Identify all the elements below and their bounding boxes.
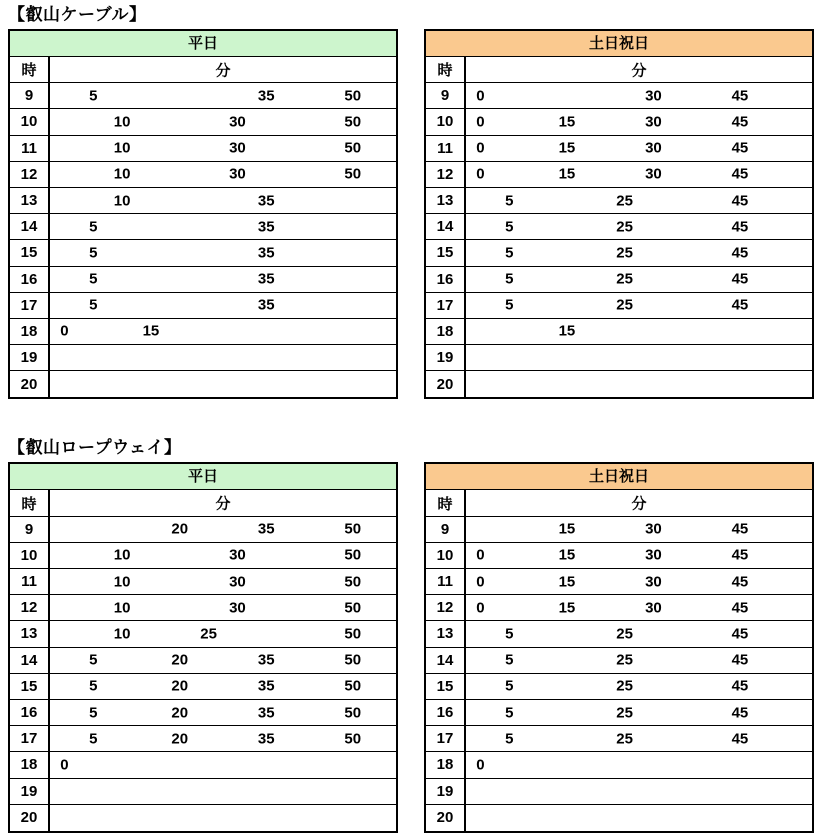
hour-row <box>10 214 396 240</box>
minutes-cell <box>466 621 812 646</box>
hour-row <box>426 700 812 726</box>
minute-value: 5 <box>89 651 98 669</box>
minute-column-header-label: 分 <box>215 495 231 513</box>
minute-value: 45 <box>731 625 749 643</box>
minute-value: 0 <box>476 573 485 591</box>
hour-row <box>426 595 812 621</box>
hour-cell: 17 <box>10 726 50 751</box>
minute-value: 15 <box>558 165 576 183</box>
minute-column-header-label: 分 <box>631 495 647 513</box>
hour-cell: 19 <box>426 345 466 370</box>
hour-row <box>10 319 396 345</box>
minute-value: 35 <box>257 677 275 695</box>
minute-value: 20 <box>171 651 189 669</box>
minutes-cell <box>50 267 396 292</box>
minute-value: 0 <box>476 139 485 157</box>
minutes-cell <box>466 517 812 542</box>
minute-value: 10 <box>113 165 131 183</box>
hour-cell: 9 <box>10 517 50 542</box>
minute-value: 25 <box>616 651 633 669</box>
hour-cell: 9 <box>426 517 466 542</box>
hour-row <box>426 214 812 240</box>
hour-row <box>426 109 812 135</box>
hour-cell: 16 <box>426 700 466 725</box>
minute-value: 15 <box>558 520 576 538</box>
minute-value: 5 <box>505 704 514 722</box>
minute-value: 35 <box>257 651 275 669</box>
minute-value: 25 <box>616 704 633 722</box>
minute-value: 15 <box>558 322 576 340</box>
minutes-cell <box>50 109 396 134</box>
section-title: 【叡山ロープウェイ】 <box>8 438 182 458</box>
column-header-row <box>10 57 396 83</box>
hour-row <box>426 674 812 700</box>
minute-value: 30 <box>645 546 662 564</box>
minute-value: 45 <box>731 192 749 210</box>
minutes-cell <box>466 371 812 397</box>
minute-value: 50 <box>344 704 362 722</box>
minute-value: 5 <box>89 244 98 262</box>
hour-cell: 18 <box>10 319 50 344</box>
minute-value: 45 <box>731 520 749 538</box>
minutes-cell <box>50 345 396 370</box>
minute-value: 35 <box>257 704 275 722</box>
hour-row <box>426 726 812 752</box>
minute-value: 45 <box>731 139 749 157</box>
minute-value: 50 <box>344 573 362 591</box>
hour-row <box>10 517 396 543</box>
minute-column-header <box>50 57 396 82</box>
hour-cell: 15 <box>10 674 50 699</box>
minute-value: 50 <box>344 139 362 157</box>
minutes-cell <box>466 136 812 161</box>
hour-cell: 11 <box>426 569 466 594</box>
hour-cell: 20 <box>10 371 50 397</box>
minute-value: 5 <box>505 296 514 314</box>
minutes-cell <box>50 371 396 397</box>
hour-row <box>10 700 396 726</box>
hour-cell: 11 <box>10 569 50 594</box>
hour-row <box>10 779 396 805</box>
column-header-row <box>426 57 812 83</box>
hour-row <box>10 345 396 371</box>
hour-row <box>10 648 396 674</box>
minutes-cell <box>466 674 812 699</box>
minute-value: 25 <box>616 625 633 643</box>
weekday-header: 平日 <box>10 31 396 57</box>
minute-value: 25 <box>200 625 217 643</box>
hour-cell: 19 <box>10 779 50 804</box>
minute-value: 45 <box>731 651 749 669</box>
hour-row <box>426 136 812 162</box>
hour-row <box>426 805 812 831</box>
hour-cell: 11 <box>426 136 466 161</box>
minutes-cell <box>50 752 396 777</box>
minute-value: 15 <box>558 113 576 131</box>
hour-cell: 13 <box>10 621 50 646</box>
minute-value: 50 <box>344 730 362 748</box>
minute-value: 45 <box>731 704 749 722</box>
minutes-cell <box>466 726 812 751</box>
minutes-cell <box>466 700 812 725</box>
minute-column-header-label: 分 <box>631 62 647 80</box>
hour-column-header: 時 <box>426 57 466 82</box>
minute-value: 0 <box>60 322 69 340</box>
hour-column-header: 時 <box>10 57 50 82</box>
minute-value: 50 <box>344 625 362 643</box>
minutes-cell <box>466 779 812 804</box>
minute-value: 30 <box>645 113 662 131</box>
hour-cell: 14 <box>10 648 50 673</box>
hour-cell: 15 <box>10 240 50 265</box>
minute-value: 15 <box>558 546 576 564</box>
minute-column-header-label: 分 <box>215 62 231 80</box>
minute-value: 50 <box>344 599 362 617</box>
hour-row <box>426 240 812 266</box>
minute-value: 35 <box>257 218 275 236</box>
minute-value: 25 <box>616 730 633 748</box>
minute-value: 0 <box>476 87 485 105</box>
hour-cell: 15 <box>426 240 466 265</box>
hour-cell: 16 <box>426 267 466 292</box>
minute-value: 20 <box>171 730 189 748</box>
weekend-header: 土日祝日 <box>426 464 812 490</box>
minute-value: 30 <box>229 165 246 183</box>
hour-row <box>426 188 812 214</box>
minute-value: 50 <box>344 113 362 131</box>
minute-value: 50 <box>344 87 362 105</box>
minute-value: 30 <box>229 139 246 157</box>
hour-row <box>10 805 396 831</box>
minutes-cell <box>466 214 812 239</box>
hour-cell: 12 <box>426 595 466 620</box>
minutes-cell <box>466 240 812 265</box>
hour-cell: 15 <box>426 674 466 699</box>
minute-value: 20 <box>171 704 189 722</box>
minute-value: 30 <box>229 546 246 564</box>
minute-value: 25 <box>616 677 633 695</box>
hour-cell: 16 <box>10 700 50 725</box>
hour-cell: 18 <box>426 319 466 344</box>
hour-cell: 14 <box>426 648 466 673</box>
minutes-cell <box>50 569 396 594</box>
hour-column-header: 時 <box>10 490 50 515</box>
minute-value: 10 <box>113 573 131 591</box>
minute-value: 0 <box>60 756 69 774</box>
minute-value: 25 <box>616 218 633 236</box>
minute-value: 20 <box>171 520 189 538</box>
minute-value: 20 <box>171 677 189 695</box>
minutes-cell <box>50 162 396 187</box>
minute-value: 15 <box>558 599 576 617</box>
minute-value: 0 <box>476 165 485 183</box>
hour-cell: 17 <box>10 293 50 318</box>
hour-cell: 10 <box>10 543 50 568</box>
hour-cell: 13 <box>426 188 466 213</box>
hour-row <box>426 293 812 319</box>
hour-row <box>426 779 812 805</box>
minute-value: 30 <box>645 573 662 591</box>
hour-row <box>426 648 812 674</box>
hour-row <box>10 621 396 647</box>
minute-value: 5 <box>89 270 98 288</box>
hour-cell: 19 <box>10 345 50 370</box>
minute-value: 5 <box>89 296 98 314</box>
minute-value: 0 <box>476 113 485 131</box>
minute-value: 5 <box>505 244 514 262</box>
minute-value: 50 <box>344 165 362 183</box>
hour-cell: 20 <box>10 805 50 831</box>
minute-value: 45 <box>731 244 749 262</box>
minute-value: 5 <box>89 218 98 236</box>
minutes-cell <box>50 293 396 318</box>
minute-value: 50 <box>344 677 362 695</box>
minute-value: 5 <box>89 730 98 748</box>
hour-cell: 9 <box>426 83 466 108</box>
hour-cell: 12 <box>426 162 466 187</box>
minutes-cell <box>50 595 396 620</box>
minute-column-header <box>466 490 812 515</box>
hour-row <box>10 752 396 778</box>
minutes-cell <box>50 83 396 108</box>
minute-value: 25 <box>616 192 633 210</box>
weekday-header: 平日 <box>10 464 396 490</box>
minute-value: 45 <box>731 573 749 591</box>
minutes-cell <box>50 188 396 213</box>
minutes-cell <box>50 240 396 265</box>
minute-value: 50 <box>344 546 362 564</box>
hour-row <box>10 109 396 135</box>
minutes-cell <box>50 136 396 161</box>
hour-row <box>10 293 396 319</box>
hour-cell: 20 <box>426 371 466 397</box>
hour-row <box>426 569 812 595</box>
hour-cell: 13 <box>426 621 466 646</box>
hour-row <box>426 621 812 647</box>
hour-row <box>10 569 396 595</box>
minute-value: 45 <box>731 546 749 564</box>
minute-value: 10 <box>113 599 131 617</box>
hour-cell: 13 <box>10 188 50 213</box>
hour-cell: 14 <box>426 214 466 239</box>
minute-value: 35 <box>257 270 275 288</box>
hour-cell: 18 <box>426 752 466 777</box>
hour-row <box>10 595 396 621</box>
minute-value: 45 <box>731 677 749 695</box>
timetable-section <box>0 4 824 399</box>
minute-value: 5 <box>505 192 514 210</box>
hour-row <box>10 162 396 188</box>
minutes-cell <box>466 648 812 673</box>
minutes-cell <box>466 162 812 187</box>
hour-cell: 19 <box>426 779 466 804</box>
weekend-header: 土日祝日 <box>426 31 812 57</box>
minute-value: 50 <box>344 520 362 538</box>
tables-row <box>0 462 824 832</box>
hour-cell: 20 <box>426 805 466 831</box>
hour-cell: 14 <box>10 214 50 239</box>
minute-value: 0 <box>476 599 485 617</box>
minute-column-header <box>466 57 812 82</box>
hour-cell: 10 <box>426 109 466 134</box>
tables-row <box>0 29 824 399</box>
hour-row <box>10 83 396 109</box>
minute-value: 30 <box>229 573 246 591</box>
section-title: 【叡山ケーブル】 <box>8 5 147 24</box>
minute-value: 45 <box>731 165 749 183</box>
minutes-cell <box>466 319 812 344</box>
minute-value: 25 <box>616 296 633 314</box>
minute-value: 15 <box>558 139 576 157</box>
hour-row <box>10 240 396 266</box>
hour-cell: 18 <box>10 752 50 777</box>
minutes-cell <box>466 805 812 831</box>
minutes-cell <box>50 621 396 646</box>
minute-value: 35 <box>257 87 275 105</box>
hour-cell: 10 <box>426 543 466 568</box>
hour-row <box>10 674 396 700</box>
hour-row <box>10 371 396 397</box>
minute-value: 35 <box>257 192 275 210</box>
minute-value: 25 <box>616 244 633 262</box>
minute-value: 35 <box>257 296 275 314</box>
minutes-cell <box>466 752 812 777</box>
minute-value: 30 <box>645 165 662 183</box>
minute-value: 30 <box>229 599 246 617</box>
timetable-weekday <box>8 462 398 832</box>
hour-cell: 12 <box>10 595 50 620</box>
minute-value: 25 <box>616 270 633 288</box>
minute-value: 50 <box>344 651 362 669</box>
hour-row <box>426 83 812 109</box>
hour-row <box>426 345 812 371</box>
hour-cell: 12 <box>10 162 50 187</box>
hour-cell: 9 <box>10 83 50 108</box>
hour-row <box>426 319 812 345</box>
minutes-cell <box>466 293 812 318</box>
minute-value: 45 <box>731 270 749 288</box>
minute-value: 30 <box>645 599 662 617</box>
minutes-cell <box>466 267 812 292</box>
minute-value: 30 <box>229 113 246 131</box>
hour-cell: 11 <box>10 136 50 161</box>
minute-value: 10 <box>113 546 131 564</box>
hour-row <box>10 267 396 293</box>
minute-value: 35 <box>257 520 275 538</box>
hour-row <box>10 726 396 752</box>
minutes-cell <box>466 543 812 568</box>
minute-value: 45 <box>731 113 749 131</box>
minute-value: 0 <box>476 546 485 564</box>
minutes-cell <box>466 569 812 594</box>
minutes-cell <box>50 517 396 542</box>
minute-value: 5 <box>505 651 514 669</box>
minutes-cell <box>50 700 396 725</box>
hour-row <box>426 752 812 778</box>
minute-value: 5 <box>505 677 514 695</box>
minute-value: 5 <box>89 87 98 105</box>
hour-cell: 17 <box>426 726 466 751</box>
hour-row <box>426 371 812 397</box>
minute-value: 30 <box>645 87 662 105</box>
minutes-cell <box>466 188 812 213</box>
minutes-cell <box>466 83 812 108</box>
minutes-cell <box>50 726 396 751</box>
minutes-cell <box>466 109 812 134</box>
minute-value: 30 <box>645 139 662 157</box>
minutes-cell <box>50 543 396 568</box>
minute-value: 10 <box>113 192 131 210</box>
column-header-row <box>10 490 396 516</box>
minutes-cell <box>466 345 812 370</box>
minute-value: 15 <box>142 322 160 340</box>
minute-value: 10 <box>113 113 131 131</box>
minute-value: 45 <box>731 87 749 105</box>
minute-value: 35 <box>257 244 275 262</box>
minute-value: 5 <box>89 704 98 722</box>
timetable-weekend <box>424 462 814 832</box>
minute-value: 5 <box>505 270 514 288</box>
minute-value: 45 <box>731 730 749 748</box>
minute-value: 10 <box>113 139 131 157</box>
minute-value: 45 <box>731 599 749 617</box>
hour-cell: 16 <box>10 267 50 292</box>
minute-value: 5 <box>89 677 98 695</box>
minute-column-header <box>50 490 396 515</box>
hour-row <box>426 543 812 569</box>
minute-value: 5 <box>505 625 514 643</box>
timetable-weekday <box>8 29 398 399</box>
column-header-row <box>426 490 812 516</box>
minute-value: 35 <box>257 730 275 748</box>
hour-cell: 17 <box>426 293 466 318</box>
minutes-cell <box>50 319 396 344</box>
hour-row <box>426 162 812 188</box>
minute-value: 5 <box>505 218 514 236</box>
hour-column-header: 時 <box>426 490 466 515</box>
minute-value: 0 <box>476 756 485 774</box>
hour-row <box>10 136 396 162</box>
minutes-cell <box>50 214 396 239</box>
minute-value: 5 <box>505 730 514 748</box>
minutes-cell <box>50 805 396 831</box>
minute-value: 15 <box>558 573 576 591</box>
minutes-cell <box>50 779 396 804</box>
minute-value: 45 <box>731 296 749 314</box>
hour-row <box>10 188 396 214</box>
minute-value: 30 <box>645 520 662 538</box>
minute-value: 45 <box>731 218 749 236</box>
timetable-section <box>0 437 824 832</box>
minutes-cell <box>466 595 812 620</box>
minutes-cell <box>50 648 396 673</box>
minutes-cell <box>50 674 396 699</box>
hour-row <box>10 543 396 569</box>
hour-cell: 10 <box>10 109 50 134</box>
hour-row <box>426 517 812 543</box>
hour-row <box>426 267 812 293</box>
minute-value: 10 <box>113 625 131 643</box>
timetable-weekend <box>424 29 814 399</box>
